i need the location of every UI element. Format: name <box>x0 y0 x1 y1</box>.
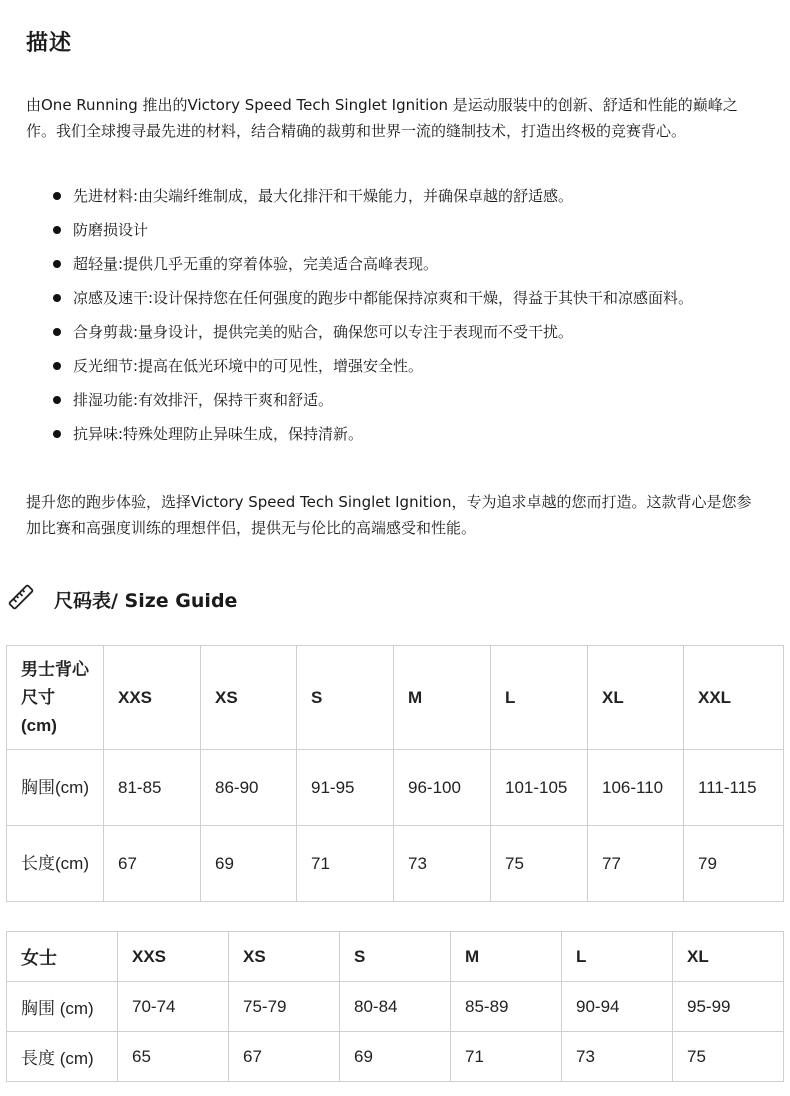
intro-paragraph: 由One Running 推出的Victory Speed Tech Singlet Ignition 是运动服装中的创新、舒适和性能的巅峰之作。我们全球搜寻最先进的材料，结合精确的裁剪和世界一流的缝制技术，打造出终极的竞赛背心。 <box>26 96 738 140</box>
table-cell: 71 <box>451 1032 562 1082</box>
row-label: 长度(cm) <box>7 826 104 902</box>
size-header: XS <box>229 932 340 982</box>
table-cell: 86-90 <box>201 750 297 826</box>
table-cell: 71 <box>297 826 394 902</box>
bullet-dot-icon <box>53 192 61 200</box>
table-cell: 69 <box>201 826 297 902</box>
table-cell: 96-100 <box>394 750 491 826</box>
table-header-label: 男士背心尺寸(cm) <box>7 646 104 750</box>
table-row <box>7 750 784 826</box>
outro-paragraph: 提升您的跑步体验，选择Victory Speed Tech Singlet Ignition，专为追求卓越的您而打造。这款背心是您参加比赛和高强度训练的理想伴侣，提供无与伦比的高端感受和性能。 <box>26 493 752 537</box>
table-cell: 80-84 <box>340 982 451 1032</box>
table-row <box>7 826 784 902</box>
feature-item <box>26 387 756 413</box>
table-cell: 101-105 <box>491 750 588 826</box>
feature-item <box>26 183 756 209</box>
feature-item <box>26 285 756 311</box>
table-cell: 75 <box>673 1032 784 1082</box>
bullet-dot-icon <box>53 226 61 234</box>
feature-item <box>26 319 756 345</box>
feature-text: 合身剪裁:量身设计，提供完美的贴合，确保您可以专注于表现而不受干扰。 <box>73 323 574 341</box>
table-cell: 75 <box>491 826 588 902</box>
table-row <box>7 982 784 1032</box>
feature-text: 反光细节:提高在低光环境中的可见性，增强安全性。 <box>73 357 424 375</box>
feature-text: 抗异味:特殊处理防止异味生成，保持清新。 <box>73 425 364 443</box>
table-header-row <box>7 932 784 982</box>
size-guide-header <box>6 583 237 615</box>
size-header: L <box>491 646 588 750</box>
table-cell: 106-110 <box>588 750 684 826</box>
table-cell: 70-74 <box>118 982 229 1032</box>
size-header: XL <box>588 646 684 750</box>
feature-item <box>26 217 756 243</box>
table-cell: 95-99 <box>673 982 784 1032</box>
size-header: XS <box>201 646 297 750</box>
feature-text: 凉感及速干:设计保持您在任何强度的跑步中都能保持凉爽和干燥，得益于其快干和凉感面料。 <box>73 289 694 307</box>
table-cell: 67 <box>104 826 201 902</box>
women-size-table <box>6 931 784 1082</box>
bullet-dot-icon <box>53 362 61 370</box>
size-header: M <box>394 646 491 750</box>
feature-text: 防磨损设计 <box>73 221 149 239</box>
bullet-dot-icon <box>53 430 61 438</box>
table-row <box>7 1032 784 1082</box>
size-header: XXS <box>104 646 201 750</box>
row-label: 胸围 (cm) <box>7 982 118 1032</box>
feature-text: 排湿功能:有效排汗，保持干爽和舒适。 <box>73 391 334 409</box>
table-cell: 73 <box>562 1032 673 1082</box>
feature-text: 先进材料:由尖端纤维制成，最大化排汗和干燥能力，并确保卓越的舒适感。 <box>73 187 574 205</box>
feature-item <box>26 251 756 277</box>
size-header: XL <box>673 932 784 982</box>
bullet-dot-icon <box>53 396 61 404</box>
table-cell: 81-85 <box>104 750 201 826</box>
table-cell: 67 <box>229 1032 340 1082</box>
table-cell: 90-94 <box>562 982 673 1032</box>
description-title: 描述 <box>26 31 73 56</box>
size-header: S <box>297 646 394 750</box>
ruler-icon <box>6 582 36 616</box>
feature-item <box>26 421 756 447</box>
size-header: XXL <box>684 646 784 750</box>
row-label: 長度 (cm) <box>7 1032 118 1082</box>
table-cell: 69 <box>340 1032 451 1082</box>
size-guide-title: 尺码表/ Size Guide <box>54 589 238 612</box>
men-size-table <box>6 645 784 902</box>
feature-text: 超轻量:提供几乎无重的穿着体验，完美适合高峰表现。 <box>73 255 439 273</box>
row-label: 胸围(cm) <box>7 750 104 826</box>
table-cell: 73 <box>394 826 491 902</box>
feature-list <box>26 183 756 455</box>
table-header-row <box>7 646 784 750</box>
bullet-dot-icon <box>53 294 61 302</box>
table-cell: 65 <box>118 1032 229 1082</box>
table-cell: 91-95 <box>297 750 394 826</box>
bullet-dot-icon <box>53 328 61 336</box>
table-cell: 77 <box>588 826 684 902</box>
table-cell: 85-89 <box>451 982 562 1032</box>
table-cell: 111-115 <box>684 750 784 826</box>
feature-item <box>26 353 756 379</box>
table-cell: 75-79 <box>229 982 340 1032</box>
size-header: S <box>340 932 451 982</box>
size-header: XXS <box>118 932 229 982</box>
table-header-label: 女士 <box>7 932 118 982</box>
size-header: M <box>451 932 562 982</box>
table-cell: 79 <box>684 826 784 902</box>
size-header: L <box>562 932 673 982</box>
bullet-dot-icon <box>53 260 61 268</box>
